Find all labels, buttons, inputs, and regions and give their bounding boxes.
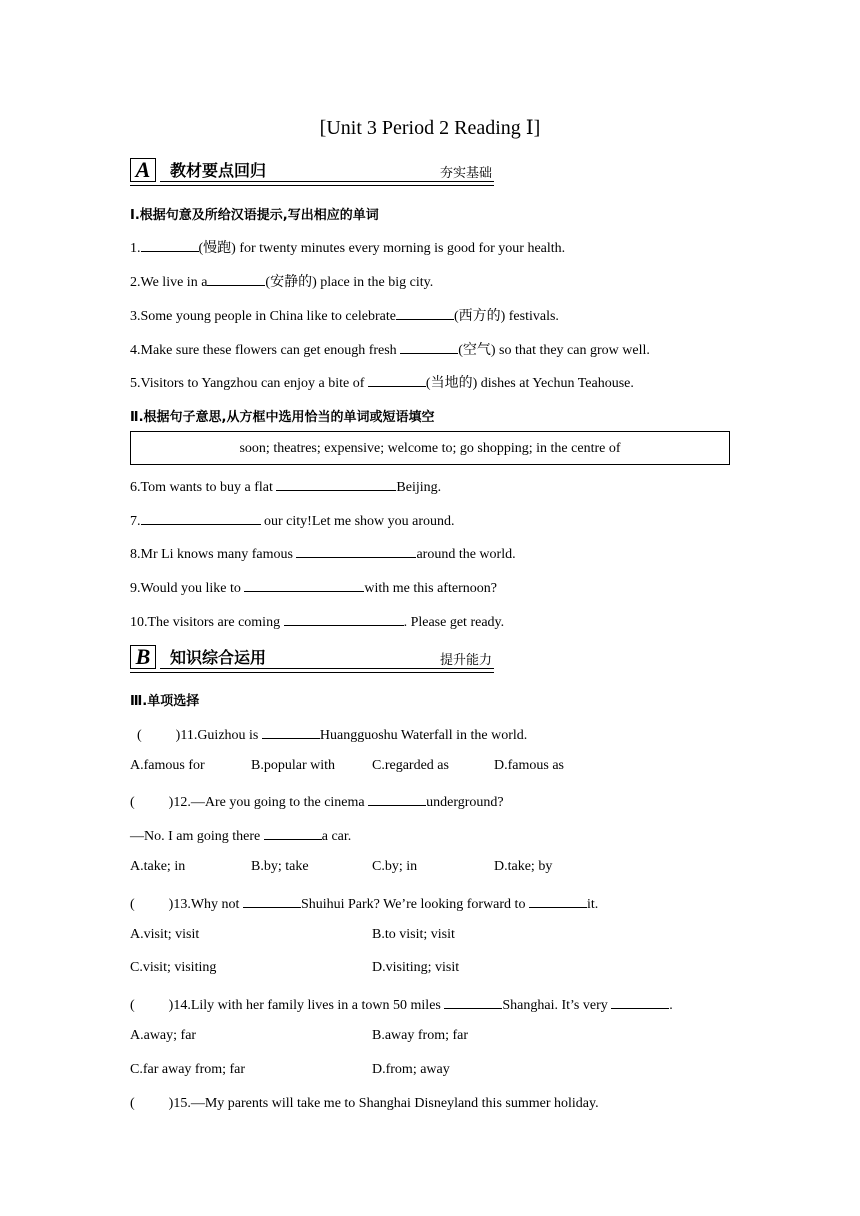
answer-blank[interactable] [611,994,669,1009]
option-b[interactable]: B.to visit; visit [372,927,455,942]
answer-blank[interactable] [284,611,404,626]
option-d[interactable]: D.visiting; visit [372,960,460,975]
answer-blank[interactable] [296,543,416,558]
answer-blank[interactable] [529,893,587,908]
question-5: 5.Visitors to Yangzhou can enjoy a bite of (当地的) dishes at Yechun Teahouse. [130,372,634,392]
option-c[interactable]: C.regarded as [372,758,449,773]
question-14: ( )14.Lily with her family lives in a town 50 miles Shanghai. It’s very . [130,994,673,1014]
option-b[interactable]: B.by; take [251,859,309,874]
part3-heading: Ⅲ.单项选择 [130,694,200,709]
answer-blank[interactable] [243,893,301,908]
word-box: soon; theatres; expensive; welcome to; go shopping; in the centre of [130,431,730,465]
answer-blank[interactable] [400,339,458,354]
option-a[interactable]: A.away; far [130,1028,197,1043]
question-11: ( )11.Guizhou is Huangguoshu Waterfall in the world. [137,724,527,744]
option-a[interactable]: A.visit; visit [130,927,200,942]
question-2: 2.We live in a (安静的) place in the big city. [130,271,433,291]
answer-blank[interactable] [444,994,502,1009]
option-d[interactable]: D.take; by [494,859,553,874]
answer-blank[interactable] [264,825,322,840]
section-a-letter: A [130,158,156,182]
answer-blank[interactable] [244,577,364,592]
option-b[interactable]: B.popular with [251,758,335,773]
section-a-tag: 夯实基础 [439,166,492,181]
question-10: 10.The visitors are coming . Please get ready. [130,611,504,631]
answer-blank[interactable] [276,476,396,491]
question-12-reply: —No. I am going there a car. [130,825,351,845]
answer-blank[interactable] [368,791,426,806]
section-b-letter: B [130,645,156,669]
option-d[interactable]: D.famous as [494,758,564,773]
question-1: 1. (慢跑) for twenty minutes every morning is good for your health. [130,237,565,257]
option-c[interactable]: C.far away from; far [130,1062,246,1077]
answer-blank[interactable] [141,237,199,252]
section-b-heading: 知识综合运用 [170,648,267,667]
answer-blank[interactable] [368,372,426,387]
section-a-rule [130,185,494,187]
option-c[interactable]: C.visit; visiting [130,960,217,975]
question-9: 9.Would you like to with me this afternoon? [130,577,497,597]
question-3: 3.Some young people in China like to celebrate (西方的) festivals. [130,305,559,325]
option-d[interactable]: D.from; away [372,1062,450,1077]
answer-blank[interactable] [262,724,320,739]
part1-heading: Ⅰ.根据句意及所给汉语提示,写出相应的单词 [130,208,379,223]
answer-blank[interactable] [207,271,265,286]
question-4: 4.Make sure these flowers can get enough fresh (空气) so that they can grow well. [130,339,650,359]
question-8: 8.Mr Li knows many famous around the world. [130,543,516,563]
question-13: ( )13.Why not Shuihui Park? We’re looking forward to it. [130,893,598,913]
part2-heading: Ⅱ.根据句子意思,从方框中选用恰当的单词或短语填空 [130,410,435,425]
question-15: ( )15.—My parents will take me to Shanghai Disneyland this summer holiday. [130,1096,599,1111]
question-12: ( )12.—Are you going to the cinema underground? [130,791,504,811]
option-c[interactable]: C.by; in [372,859,418,874]
section-b-tag: 提升能力 [439,653,492,668]
option-b[interactable]: B.away from; far [372,1028,469,1043]
option-a[interactable]: A.famous for [130,758,205,773]
answer-blank[interactable] [141,510,261,525]
page-title: [Unit 3 Period 2 Reading Ⅰ] [319,117,541,139]
section-a-heading: 教材要点回归 [170,161,267,180]
section-a-banner [130,156,494,186]
answer-blank[interactable] [396,305,454,320]
option-a[interactable]: A.take; in [130,859,186,874]
section-b-rule [130,672,494,674]
question-6: 6.Tom wants to buy a flat Beijing. [130,476,441,496]
section-b-banner [130,643,494,673]
question-7: 7. our city!Let me show you around. [130,510,455,530]
